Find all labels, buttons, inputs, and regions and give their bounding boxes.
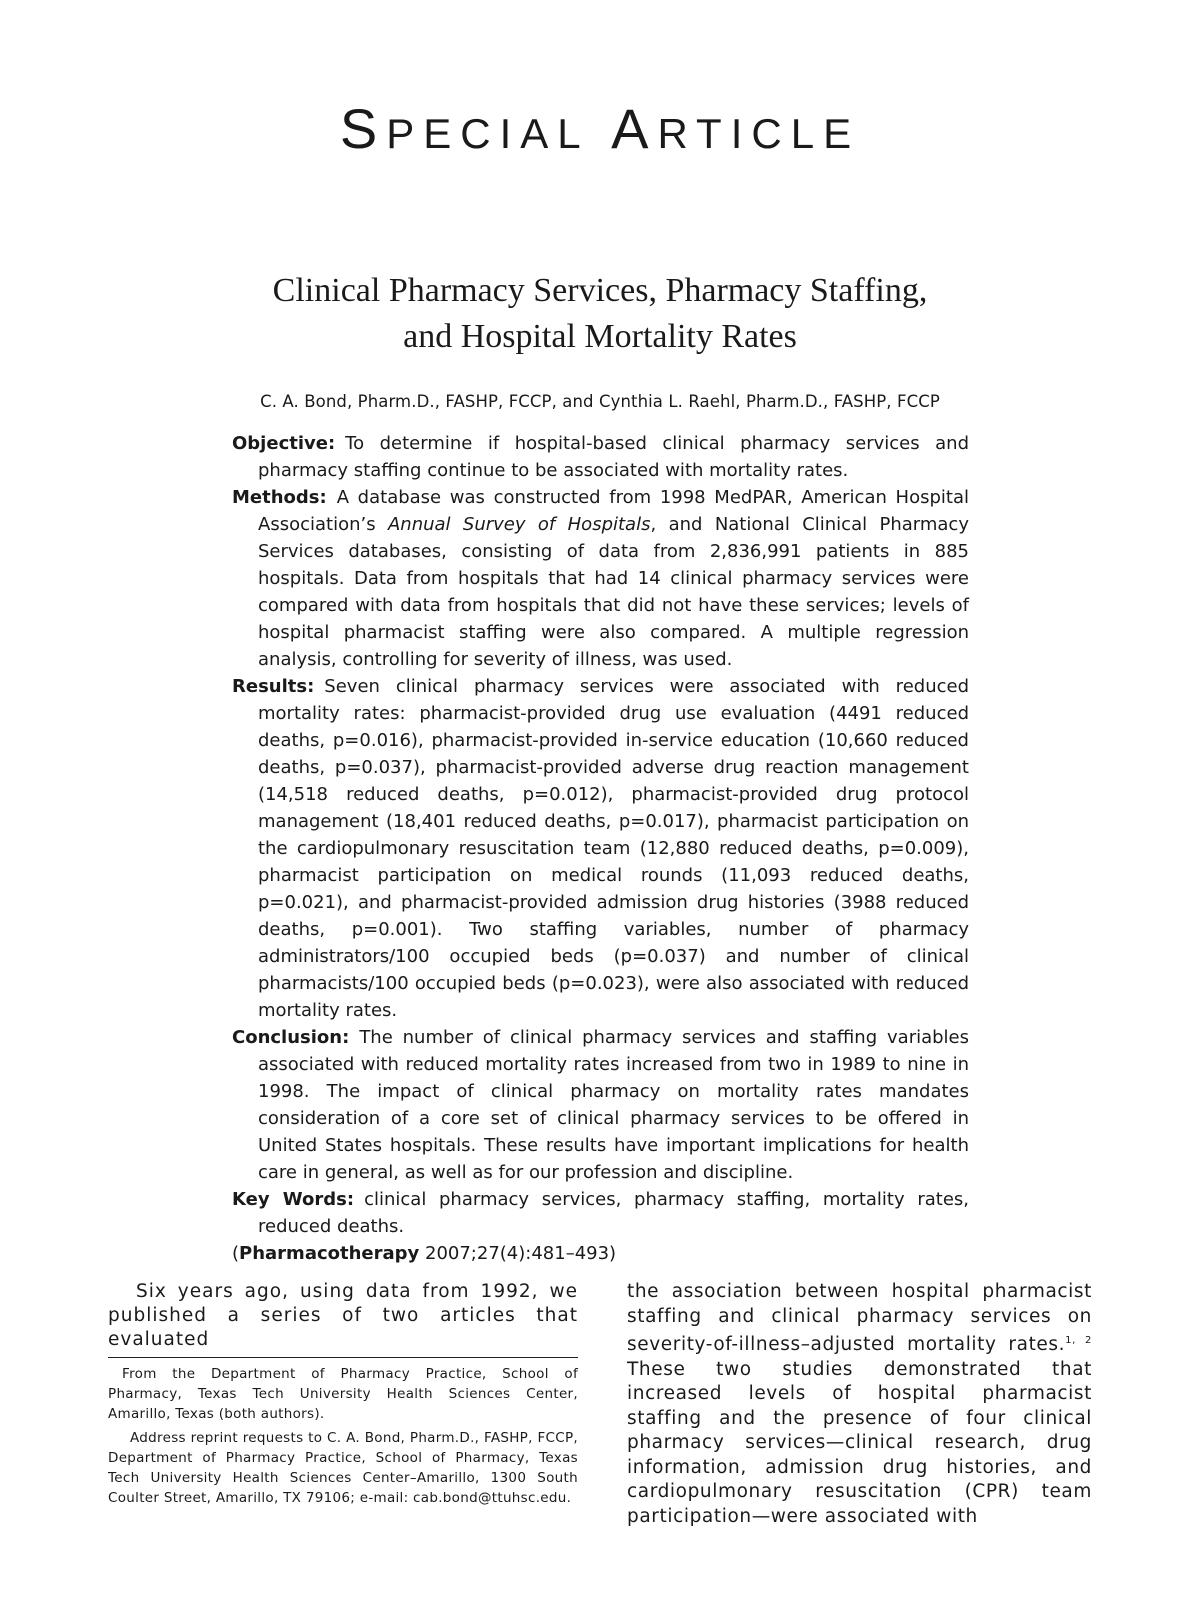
section-heading-cap-1: S: [339, 97, 387, 160]
abstract-methods-label: Methods:: [232, 487, 327, 508]
abstract-methods: [232, 484, 969, 673]
abstract-results: [232, 673, 969, 1024]
citation-details: 2007;27(4):481–493): [419, 1243, 617, 1264]
reference-superscript: 1, 2: [1065, 1335, 1092, 1346]
abstract-methods-italic: Annual Survey of Hospitals: [387, 514, 651, 535]
abstract-citation: [232, 1240, 969, 1267]
body-paragraph-right-a: the association between hospital pharmacist staffing and clinical pharmacy services on severity-of-illness–adjusted mortality rates.: [627, 1281, 1092, 1356]
section-heading: [0, 96, 1200, 161]
abstract-methods-text-b: , and National Clinical Pharmacy Services databases, consisting of data from 2,836,991 patients in 885 hospitals. Data from hospitals that had 14 clinical pharmacy services were compared with data from hospitals that did not have these services; levels of hospital pharmacist staffing were also compared. A multiple regression analysis, controlling for severity of illness, was used.: [258, 514, 969, 670]
abstract-objective-label: Objective:: [232, 433, 336, 454]
body-paragraph-left: Six years ago, using data from 1992, we published a series of two articles that evaluated: [108, 1281, 578, 1350]
abstract-results-label: Results:: [232, 676, 315, 697]
abstract-keywords-text: clinical pharmacy services, pharmacy staffing, mortality rates, reduced deaths.: [258, 1189, 970, 1237]
abstract: [232, 430, 969, 1267]
footnote-affiliation: From the Department of Pharmacy Practice, School of Pharmacy, Texas Tech University Health Sciences Center, Amarillo, Texas (both authors).: [108, 1366, 578, 1422]
body-paragraph-right-b: These two studies demonstrated that increased levels of hospital pharmacist staffing and the presence of four clinical pharmacy services—clinical research, drug information, admission drug histories, and cardiopulmonary resuscitation (CPR) team participation—were associated with: [627, 1358, 1092, 1527]
article-title-line-1: Clinical Pharmacy Services, Pharmacy Staffing,: [272, 272, 928, 309]
left-column: [108, 1280, 578, 1512]
abstract-objective: [232, 430, 969, 484]
right-column: [627, 1280, 1092, 1529]
section-heading-rest-2: RTICLE: [657, 110, 861, 157]
section-heading-rest-1: PECIAL: [386, 110, 590, 157]
abstract-conclusion: [232, 1024, 969, 1186]
abstract-methods-text-a: A database was constructed from 1998 MedPAR, American Hospital Association’s: [258, 487, 969, 535]
abstract-conclusion-label: Conclusion:: [232, 1027, 350, 1048]
abstract-objective-text: To determine if hospital-based clinical pharmacy services and pharmacy staffing continue to be associated with mortality rates.: [258, 433, 969, 481]
footnote-divider: [108, 1357, 578, 1358]
footnote-reprint: Address reprint requests to C. A. Bond, Pharm.D., FASHP, FCCP, Department of Pharmacy Practice, School of Pharmacy, Texas Tech University Health Sciences Center–Amarillo, 1300 South Coulter Street, Amarillo, TX 79106; e-mail: cab.bond@ttuhsc.edu.: [108, 1430, 578, 1506]
abstract-keywords: [232, 1186, 969, 1240]
article-authors: C. A. Bond, Pharm.D., FASHP, FCCP, and Cynthia L. Raehl, Pharm.D., FASHP, FCCP: [260, 392, 940, 411]
abstract-keywords-label: Key Words:: [232, 1189, 355, 1210]
citation-open-paren: (: [232, 1243, 240, 1264]
section-heading-cap-2: A: [611, 97, 658, 160]
citation-journal: Pharmacotherapy: [239, 1243, 420, 1264]
body-paragraph-right: [627, 1280, 1092, 1529]
abstract-results-text: Seven clinical pharmacy services were associated with reduced mortality rates: pharmacist-provided drug use evaluation (4491 reduced deaths, p=0.016), pharmacist-provided in-service education (10,660 reduced deaths, p=0.037), pharmacist-provided adverse drug reaction management (14,518 reduced deaths, p=0.012), pharmacist-provided drug protocol management (18,401 reduced deaths, p=0.017), pharmacist participation on the cardiopulmonary resuscitation team (12,880 reduced deaths, p=0.009), pharmacist participation on medical rounds (11,093 reduced deaths, p=0.021), and pharmacist-provided admission drug histories (3988 reduced deaths, p=0.001). Two staffing variables, number of pharmacy administrators/100 occupied beds (p=0.037) and number of clinical pharmacists/100 occupied beds (p=0.023), were also associated with reduced mortality rates.: [258, 676, 969, 1021]
abstract-conclusion-text: The number of clinical pharmacy services and staffing variables associated with reduced mortality rates increased from two in 1989 to nine in 1998. The impact of clinical pharmacy on mortality rates mandates consideration of a core set of clinical pharmacy services to be offered in United States hospitals. These results have important implications for health care in general, as well as for our profession and discipline.: [258, 1027, 969, 1183]
article-title: [150, 268, 1050, 360]
article-title-line-2: and Hospital Mortality Rates: [403, 318, 797, 355]
